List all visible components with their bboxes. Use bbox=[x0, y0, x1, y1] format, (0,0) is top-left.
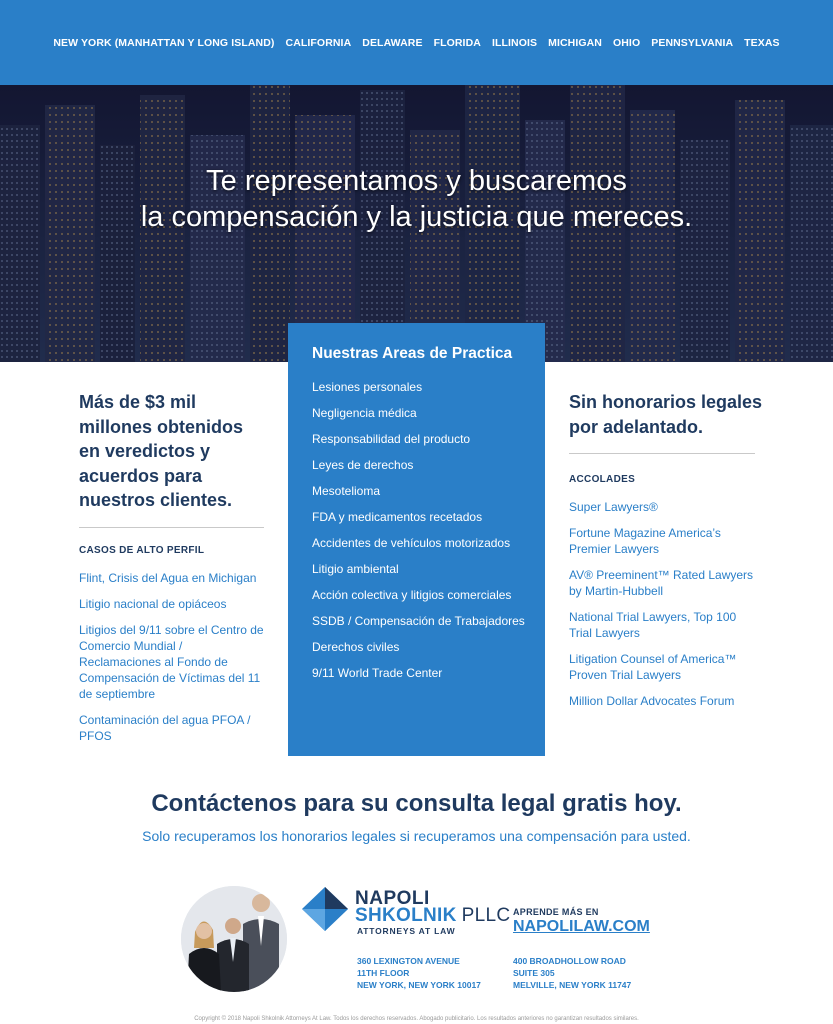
practice-areas-title: Nuestras Areas de Practica bbox=[312, 345, 513, 362]
results-headline: Más de $3 mil millones obtenidos en veredictos y acuerdos para nuestros clientes. bbox=[79, 392, 244, 510]
brand-name-napoli: NAPOLI bbox=[355, 888, 430, 909]
practice-item[interactable]: Litigio ambiental bbox=[312, 562, 399, 576]
nav-california[interactable]: CALIFORNIA bbox=[285, 36, 352, 49]
address-manhattan bbox=[357, 955, 481, 991]
cta-headline: Contáctenos para su consulta legal gratis hoy. bbox=[151, 790, 682, 817]
nav-florida[interactable]: FLORIDA bbox=[433, 36, 481, 49]
nav-texas[interactable]: TEXAS bbox=[744, 36, 780, 49]
high-profile-cases-label: CASOS DE ALTO PERFIL bbox=[79, 544, 205, 556]
hero-headline bbox=[0, 163, 833, 235]
accolade-link[interactable]: Litigation Counsel of America™ Proven Trial Lawyers bbox=[569, 652, 737, 682]
high-profile-cases-list bbox=[79, 570, 264, 744]
attorneys-photo bbox=[181, 886, 287, 992]
practice-item[interactable]: Derechos civiles bbox=[312, 640, 400, 654]
results-column bbox=[79, 390, 264, 754]
address-line: 11TH FLOOR bbox=[357, 968, 410, 978]
practice-areas-panel bbox=[288, 323, 545, 756]
no-fees-headline-line2: por adelantado. bbox=[569, 416, 704, 437]
practice-item[interactable]: Accidentes de vehículos motorizados bbox=[312, 536, 511, 550]
practice-item[interactable]: 9/11 World Trade Center bbox=[312, 666, 443, 680]
case-link-9-11[interactable]: Litigios del 9/11 sobre el Centro de Comercio Mundial / Reclamaciones al Fondo de Compensación de Víctimas del 11 de septiembre bbox=[79, 622, 264, 701]
accolade-link[interactable]: National Trial Lawyers, Top 100 Trial Lawyers bbox=[569, 610, 737, 640]
practice-item[interactable]: Leyes de derechos bbox=[312, 458, 414, 472]
address-line: MELVILLE, NEW YORK 11747 bbox=[513, 980, 632, 990]
brand-tagline: ATTORNEYS AT LAW bbox=[357, 926, 456, 936]
address-line: 400 BROADHOLLOW ROAD bbox=[513, 956, 626, 966]
case-link-pfoa[interactable]: Contaminación del agua PFOA / PFOS bbox=[79, 712, 251, 743]
brand-suffix: PLLC bbox=[461, 905, 511, 926]
website-link[interactable]: NAPOLILAW.COM bbox=[513, 918, 650, 935]
nav-new-york[interactable]: NEW YORK (MANHATTAN Y LONG ISLAND) bbox=[53, 36, 275, 49]
hero-headline-line1: Te representamos y buscaremos bbox=[206, 165, 627, 197]
address-melville bbox=[513, 955, 631, 991]
practice-item[interactable]: Negligencia médica bbox=[312, 406, 417, 420]
divider bbox=[79, 527, 264, 528]
case-link-opioids[interactable]: Litigio nacional de opiáceos bbox=[79, 596, 227, 611]
no-fees-headline-line1: Sin honorarios legales bbox=[569, 392, 763, 412]
hero-banner bbox=[0, 85, 833, 362]
nav-pennsylvania[interactable]: PENNSYLVANIA bbox=[651, 36, 734, 49]
practice-item[interactable]: Responsabilidad del producto bbox=[312, 432, 471, 446]
address-line: SUITE 305 bbox=[513, 968, 555, 978]
accolades-label: ACCOLADES bbox=[569, 474, 636, 485]
nav-michigan[interactable]: MICHIGAN bbox=[548, 36, 602, 49]
no-fees-headline bbox=[569, 390, 763, 439]
practice-item[interactable]: SSDB / Compensación de Trabajadores bbox=[312, 614, 525, 628]
practice-item[interactable]: FDA y medicamentos recetados bbox=[312, 510, 483, 524]
nav-delaware[interactable]: DELAWARE bbox=[362, 36, 423, 49]
address-line: NEW YORK, NEW YORK 10017 bbox=[357, 980, 481, 990]
brand-name-shkolnik-text: SHKOLNIK bbox=[355, 905, 457, 926]
firm-logo-icon bbox=[301, 886, 349, 932]
accolade-link[interactable]: AV® Preeminent™ Rated Lawyers by Martin-Hubbell bbox=[569, 568, 754, 598]
accolades-column bbox=[569, 390, 763, 719]
practice-item[interactable]: Lesiones personales bbox=[312, 380, 423, 394]
accolade-link[interactable]: Million Dollar Advocates Forum bbox=[569, 694, 735, 708]
hero-headline-line2: la compensación y la justicia que mereces. bbox=[140, 201, 693, 233]
accolades-list bbox=[569, 499, 755, 709]
accolade-link[interactable]: Super Lawyers® bbox=[569, 500, 658, 514]
brand-name-shkolnik bbox=[355, 906, 510, 926]
state-nav bbox=[0, 0, 833, 85]
divider bbox=[569, 453, 755, 454]
nav-ohio[interactable]: OHIO bbox=[612, 36, 641, 49]
cta-subheadline: Solo recuperamos los honorarios legales si recuperamos una compensación para usted. bbox=[142, 828, 691, 844]
accolade-link[interactable]: Fortune Magazine America’s Premier Lawyers bbox=[569, 526, 721, 556]
copyright-notice: Copyright © 2018 Napoli Shkolnik Attorneys At Law. Todos los derechos reservados. Abogado publicitario. Los resultados anteriores no garantizan resultados similares. bbox=[194, 1016, 639, 1022]
address-line: 360 LEXINGTON AVENUE bbox=[357, 956, 460, 966]
case-link-flint[interactable]: Flint, Crisis del Agua en Michigan bbox=[79, 570, 257, 585]
practice-item[interactable]: Acción colectiva y litigios comerciales bbox=[312, 588, 512, 602]
nav-illinois[interactable]: ILLINOIS bbox=[491, 36, 538, 49]
learn-more-label: APRENDE MÁS EN bbox=[513, 907, 599, 917]
practice-item[interactable]: Mesotelioma bbox=[312, 484, 381, 498]
